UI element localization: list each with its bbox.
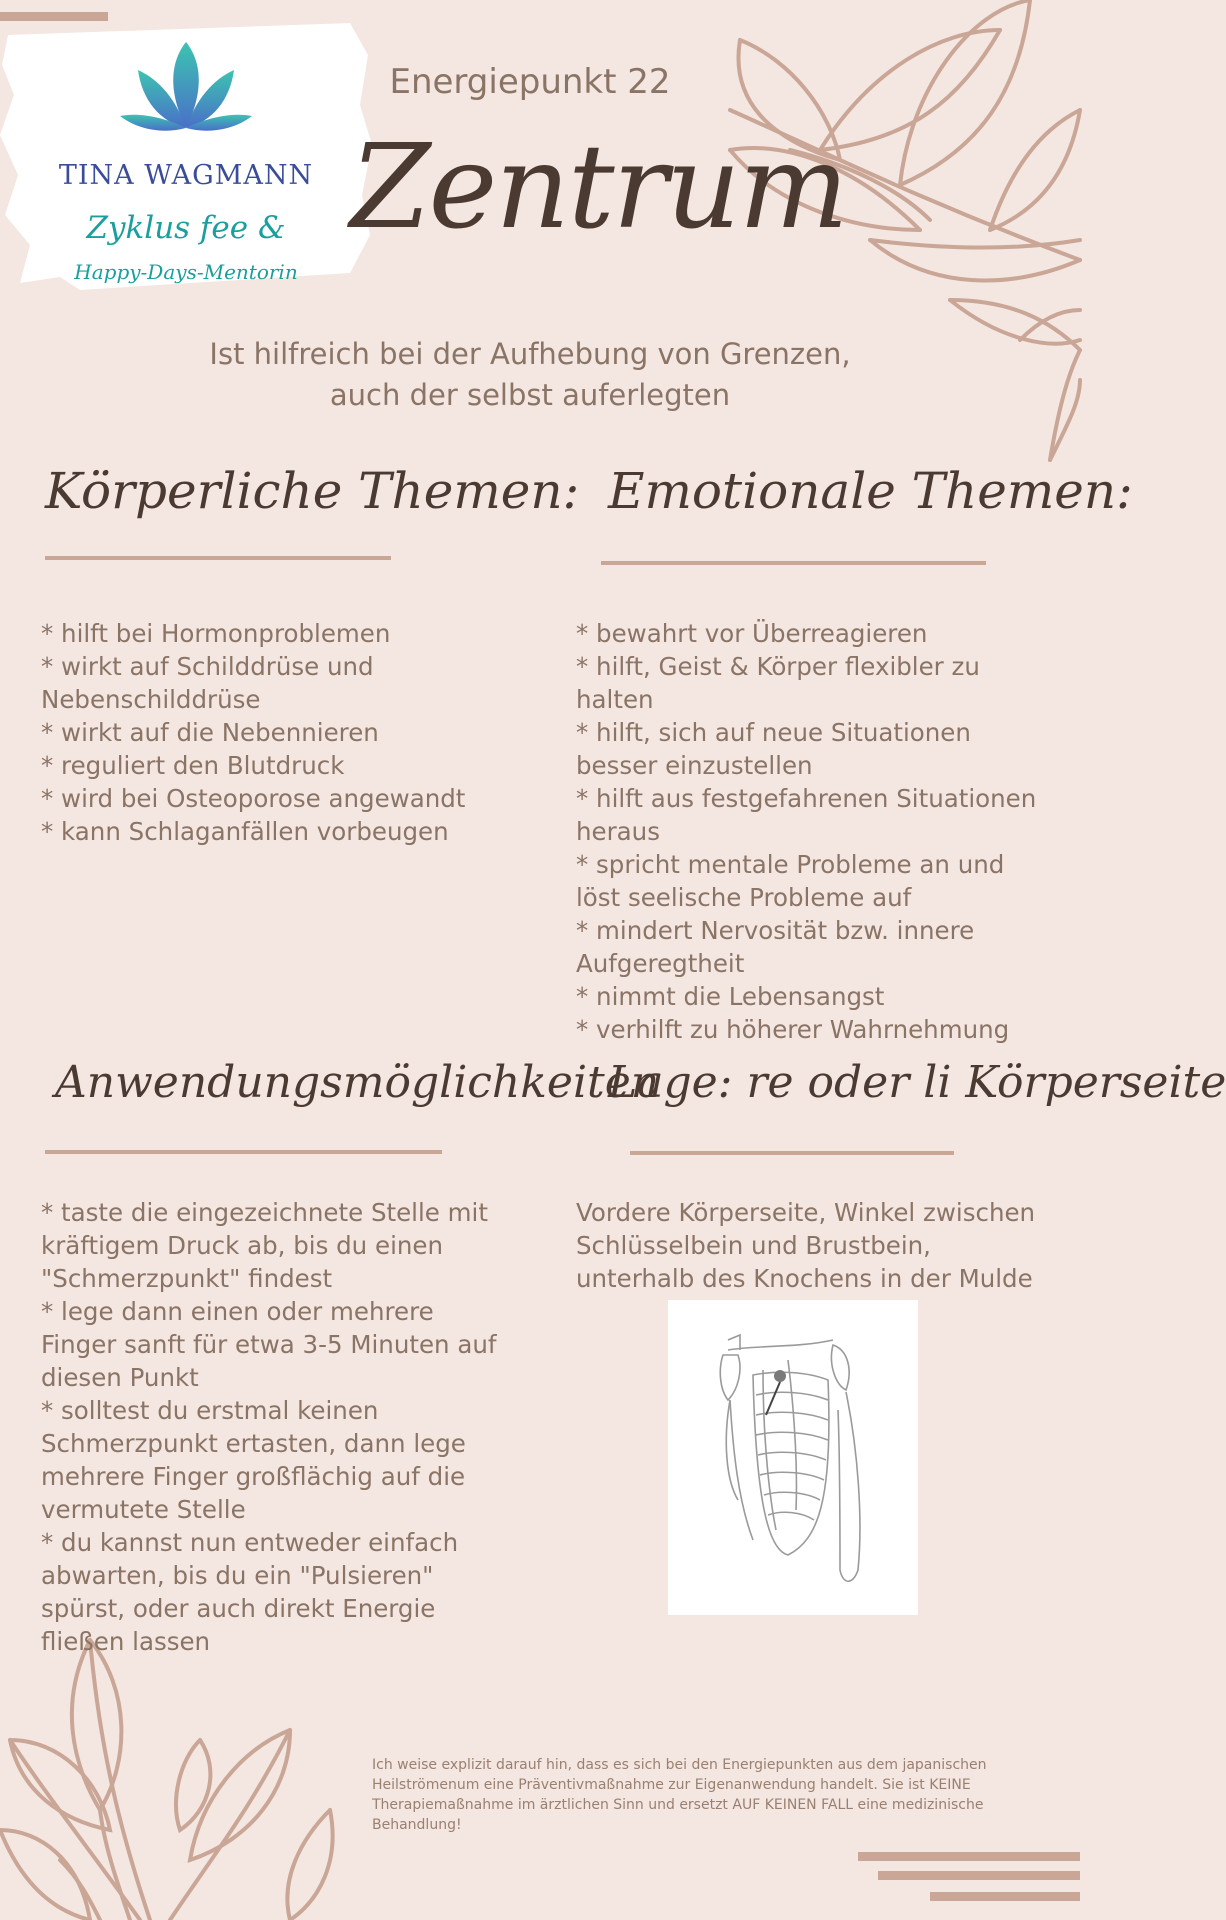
bottom-right-bar-2	[878, 1871, 1080, 1880]
list-item: * hilft aus festgefahrenen Situationen heraus	[576, 784, 1037, 846]
location-heading: Lage: re oder li Körperseite	[608, 1057, 1226, 1108]
lotus-icon	[120, 30, 252, 145]
emotional-themes-list	[576, 617, 1046, 1046]
logo-tagline-2: Happy-Days-Mentorin	[74, 260, 298, 284]
location-text: Vordere Körperseite, Winkel zwischen Schlüsselbein und Brustbein, unterhalb des Knochens in der Mulde	[576, 1198, 1036, 1293]
emotional-themes-divider	[601, 561, 986, 565]
list-item: * taste die eingezeichnete Stelle mit kräftigem Druck ab, bis du einen "Schmerzpunkt" findest	[41, 1198, 488, 1293]
location-divider	[630, 1151, 954, 1155]
page-title: Zentrum	[350, 120, 847, 255]
intro-line-1: Ist hilfreich bei der Aufhebung von Grenzen,	[209, 337, 851, 371]
emotional-themes-heading: Emotionale Themen:	[608, 462, 1133, 520]
list-item: * du kannst nun entweder einfach abwarten, bis du ein "Pulsieren" spürst, oder auch direkt Energie fließen lassen	[41, 1528, 459, 1656]
list-item: * mindert Nervosität bzw. innere Aufgeregtheit	[576, 916, 975, 978]
usage-heading: Anwendungsmöglichkeiten	[55, 1057, 660, 1108]
bottom-right-bar-1	[858, 1852, 1080, 1861]
logo	[0, 15, 372, 290]
skeleton-illustration	[668, 1300, 918, 1615]
bottom-right-bar-3	[930, 1892, 1080, 1901]
physical-themes-heading: Körperliche Themen:	[45, 462, 580, 520]
rib-cage-sketch	[668, 1300, 918, 1615]
list-item: * spricht mentale Probleme an und löst seelische Probleme auf	[576, 850, 1005, 912]
list-item: * wird bei Osteoporose angewandt	[41, 784, 466, 813]
logo-tagline-1: Zyklus fee &	[86, 210, 286, 246]
list-item: * reguliert den Blutdruck	[41, 751, 345, 780]
list-item: * verhilft zu höherer Wahrnehmung	[576, 1015, 1010, 1044]
intro-text	[170, 334, 890, 416]
list-item: * hilft, sich auf neue Situationen besser einzustellen	[576, 718, 971, 780]
list-item: * bewahrt vor Überreagieren	[576, 619, 928, 648]
intro-line-2: auch der selbst auferlegten	[329, 378, 731, 412]
list-item: * kann Schlaganfällen vorbeugen	[41, 817, 449, 846]
list-item: * wirkt auf die Nebennieren	[41, 718, 379, 747]
physical-themes-divider	[45, 556, 391, 560]
energy-point-number: Energiepunkt 22	[389, 62, 671, 102]
usage-divider	[45, 1150, 442, 1154]
list-item: * hilft, Geist & Körper flexibler zu halten	[576, 652, 980, 714]
disclaimer: Ich weise explizit darauf hin, dass es sich bei den Energiepunkten aus dem japanischen Heilströmenum eine Präventivmaßnahme zur Eigenanwendung handelt. Sie ist KEINE Therapiemaßnahme im ärztlichen Sinn und ersetzt AUF KEINEN FALL eine medizinische Behandlung!	[372, 1757, 987, 1833]
list-item: * wirkt auf Schilddrüse und Nebenschilddrüse	[41, 652, 374, 714]
list-item: * solltest du erstmal keinen Schmerzpunkt ertasten, dann lege mehrere Finger großflächig auf die vermutete Stelle	[41, 1396, 466, 1524]
list-item: * hilft bei Hormonproblemen	[41, 619, 391, 648]
list-item: * lege dann einen oder mehrere Finger sanft für etwa 3-5 Minuten auf diesen Punkt	[41, 1297, 497, 1392]
logo-name: TINA WAGMANN	[58, 160, 314, 191]
list-item: * nimmt die Lebensangst	[576, 982, 885, 1011]
leaf-branch-bottom-left	[0, 1630, 360, 1920]
usage-list	[41, 1196, 511, 1658]
physical-themes-list	[41, 617, 541, 848]
